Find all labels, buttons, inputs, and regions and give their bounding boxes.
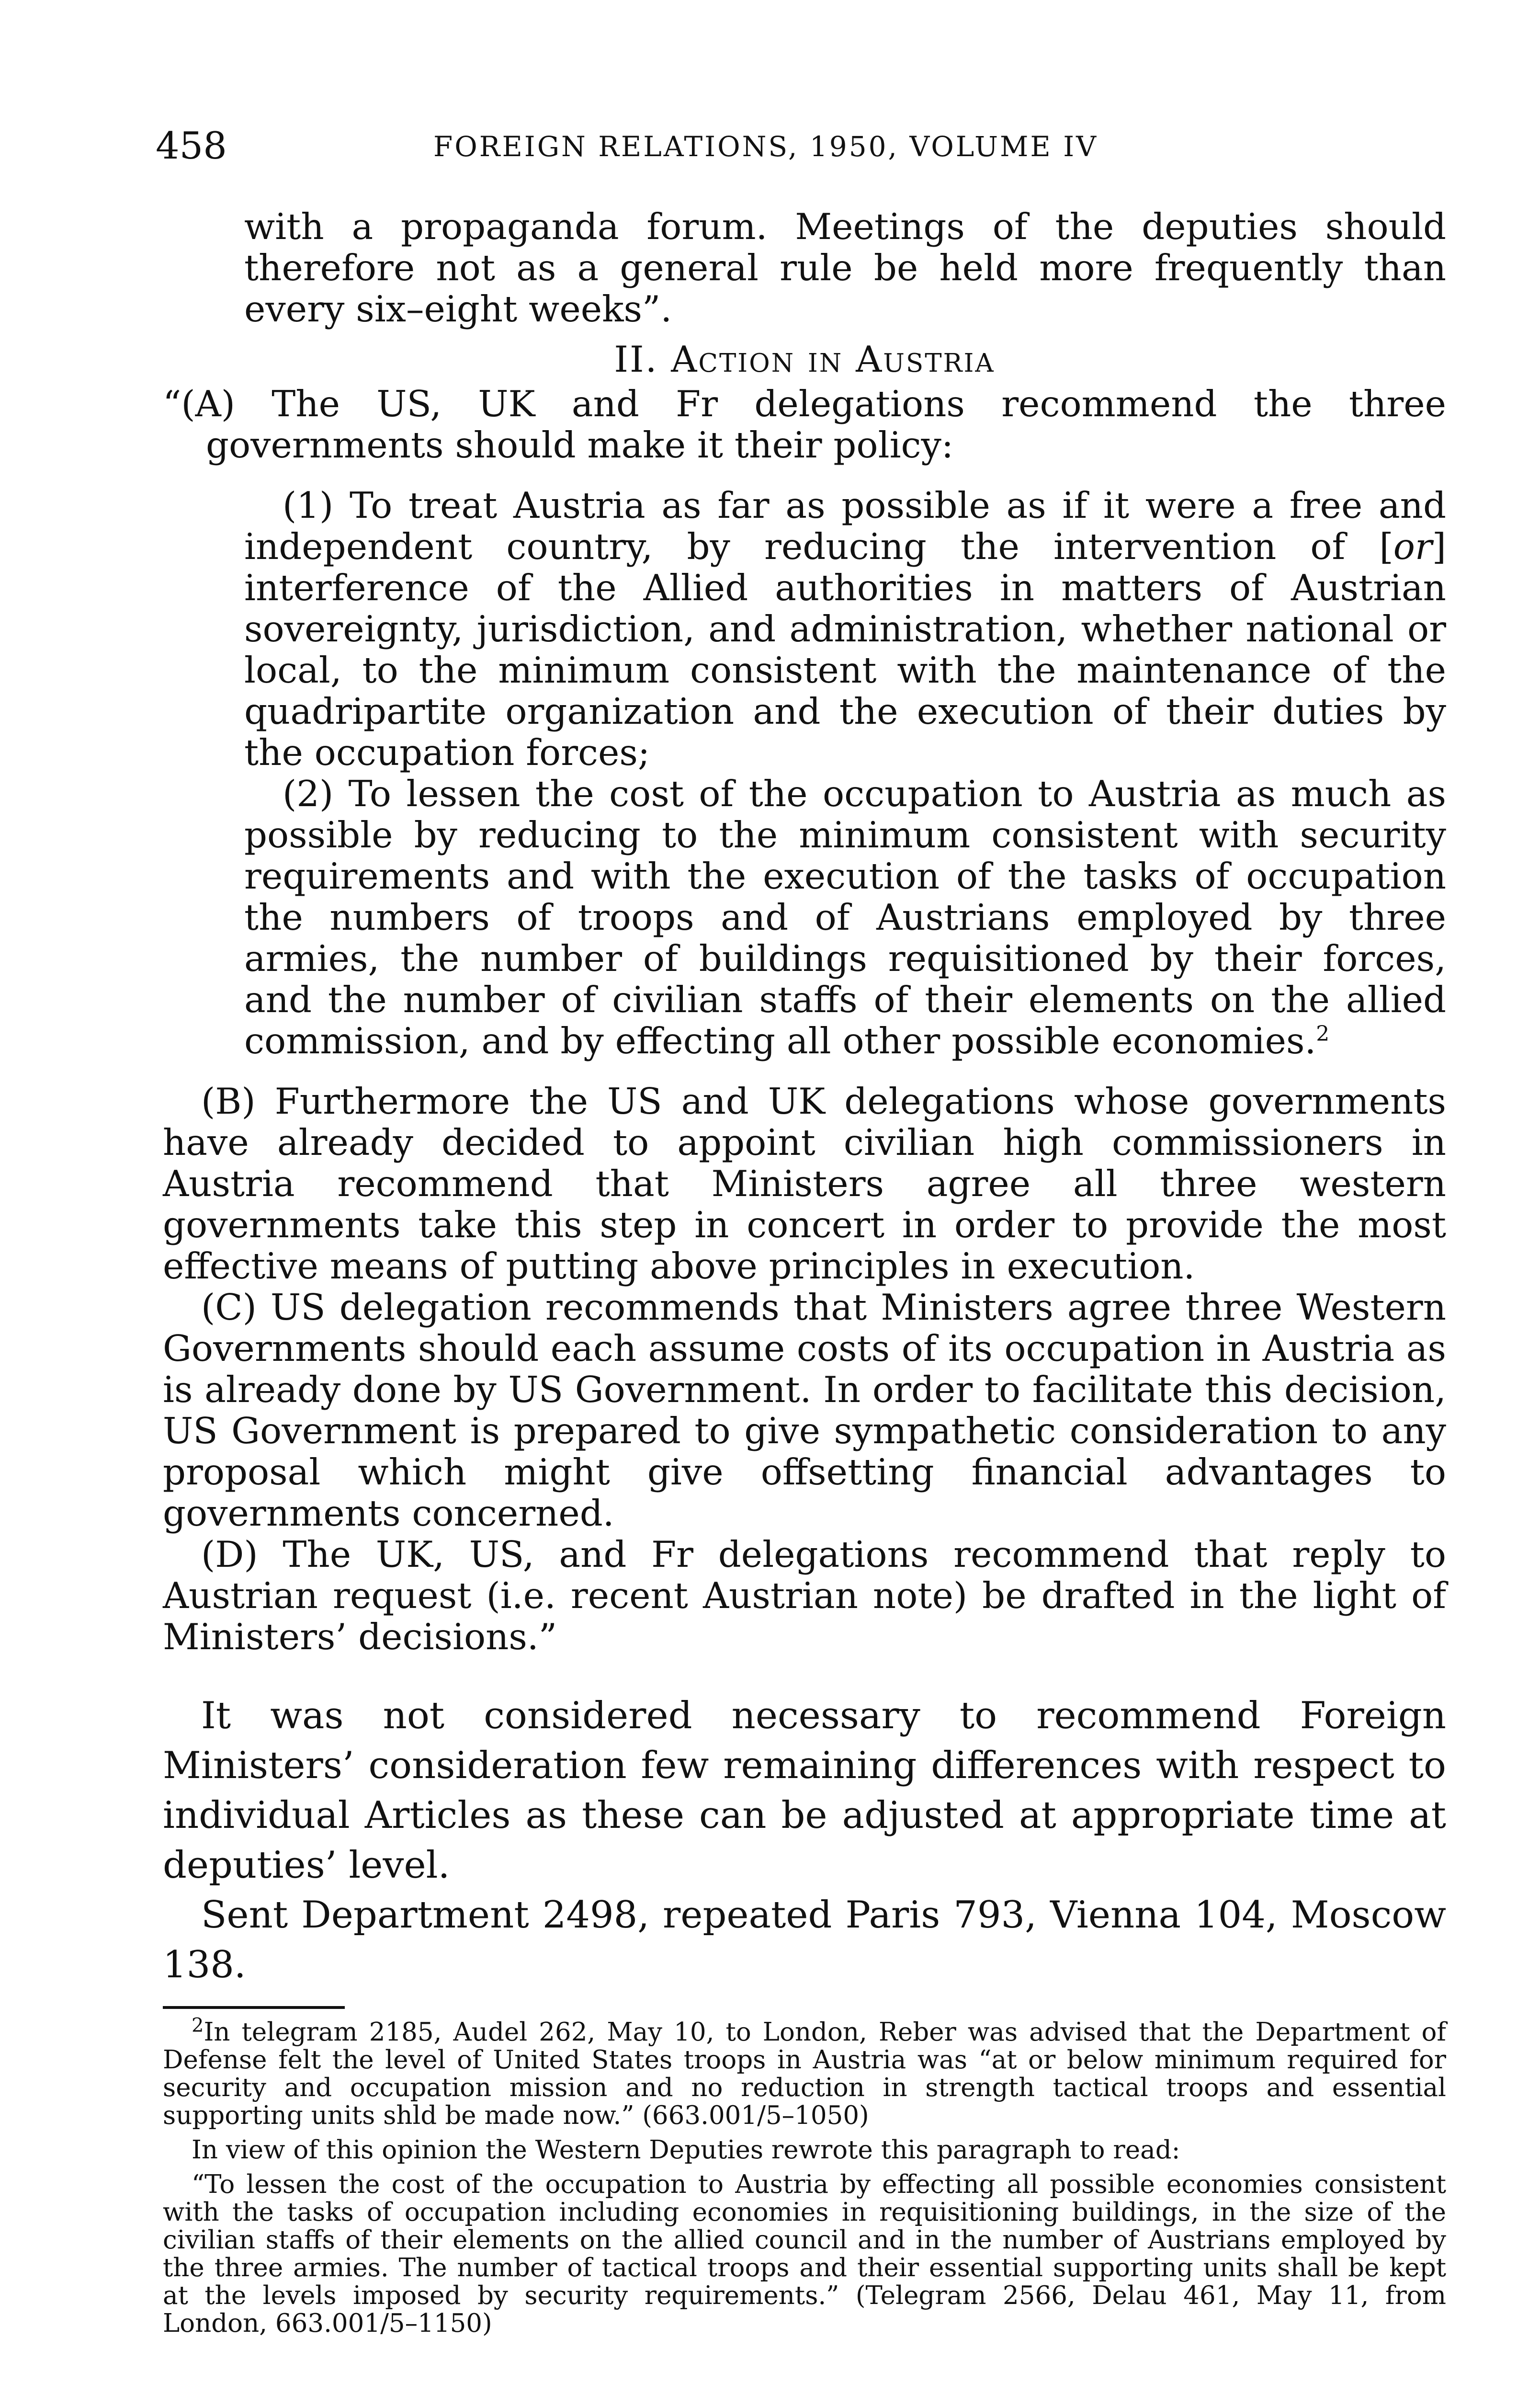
paragraph-c: (C) US delegation recommends that Ministers agree three Western Governments should each assume costs of its occupation in Austria as is already done by US Government. In order to facilitate this decision, US Government is prepared to give sympathetic consideration to any proposal which might give offsetting financial advantages to governments concerned. [163,1286,1446,1534]
page-body [163,206,1446,2338]
paragraph-a1 [163,485,1446,773]
paragraph-a2 [163,773,1446,1061]
paragraph-d: (D) The UK, US, and Fr delegations recommend that reply to Austrian request (i.e. recent Austrian note) be drafted in the light of Ministers’ decisions.” [163,1533,1446,1658]
paragraph-a1-italic: or [1393,525,1432,568]
paragraph-a1-part1: (1) To treat Austria as far as possible as if it were a free and independent country, by reducing the intervention of [ [244,484,1446,568]
paragraph-b: (B) Furthermore the US and UK delegations whose governments have already decided to appoint civilian high commissioners in Austria recommend that Ministers agree all three western governments take this step in concert in order to provide the most effective means of putting above principles in execution. [163,1080,1446,1287]
paragraph-sent: Sent Department 2498, repeated Paris 793, Vienna 104, Moscow 138. [163,1893,1446,1986]
paragraph-conclusion: It was not considered necessary to recommend Foreign Ministers’ consideration few remaining differences with respect to individual Articles as these can be adjusted at appropriate time at deputies’ level. [163,1694,1446,1887]
footnote-2-continued: In view of this opinion the Western Deputies rewrote this paragraph to read: [192,2135,1180,2165]
footnote-2-quote: “To lessen the cost of the occupation to Austria by effecting all possible economies consistent with the tasks of occupation including economies in requisitioning buildings, in the size of the civilian staffs of their elements on the allied council and in the number of Austrians employed by the three armies. The number of tactical troops and their essential supporting units shall be kept at the levels imposed by security requirements.” (Telegram 2566, Delau 461, May 11, from London, 663.001/5–1150) [163,2170,1446,2338]
paragraph-a2-text: (2) To lessen the cost of the occupation to Austria as much as possible by reducing to the minimum consistent with security requirements and with the execution of the tasks of occupation the numbers of troops and of Austrians employed by three armies, the number of buildings requisitioned by their forces, and the number of civilian staffs of their elements on the allied commission, and by effecting all other possible economies. [244,773,1446,1062]
running-head: FOREIGN RELATIONS, 1950, VOLUME IV [433,130,1098,163]
section-heading: II. Action in Austria [614,338,995,380]
footnote-2-text: In telegram 2185, Audel 262, May 10, to London, Reber was advised that the Department of Defense felt the level of United States troops in Austria was “at or below minimum required for security and occupation mission and no reduction in strength tactical troops and essential supporting units shld be made now.” (663.001/5–1050) [163,2018,1446,2130]
footnote-rule [163,2006,345,2009]
footnote-ref-2: 2 [1316,1022,1330,1046]
paragraph-a: “(A) The US, UK and Fr delegations recommend the three governments should make it their policy: [163,383,1446,466]
footnote-marker: 2 [192,2014,204,2037]
paragraph-continuation: with a propaganda forum. Meetings of the deputies should therefore not as a general rule be held more frequently than every six–eight weeks”. [244,205,1446,330]
page-number: 458 [156,125,227,168]
paragraph-a1-part2: ] interference of the Allied authorities in matters of Austrian sovereignty, jurisdiction, and administration, whether national or local, to the minimum consistent with the maintenance of the quadripartite organization and the execution of their duties by the occupation forces; [244,525,1446,774]
page-header [156,125,1449,172]
footnote-2 [163,2014,1446,2130]
